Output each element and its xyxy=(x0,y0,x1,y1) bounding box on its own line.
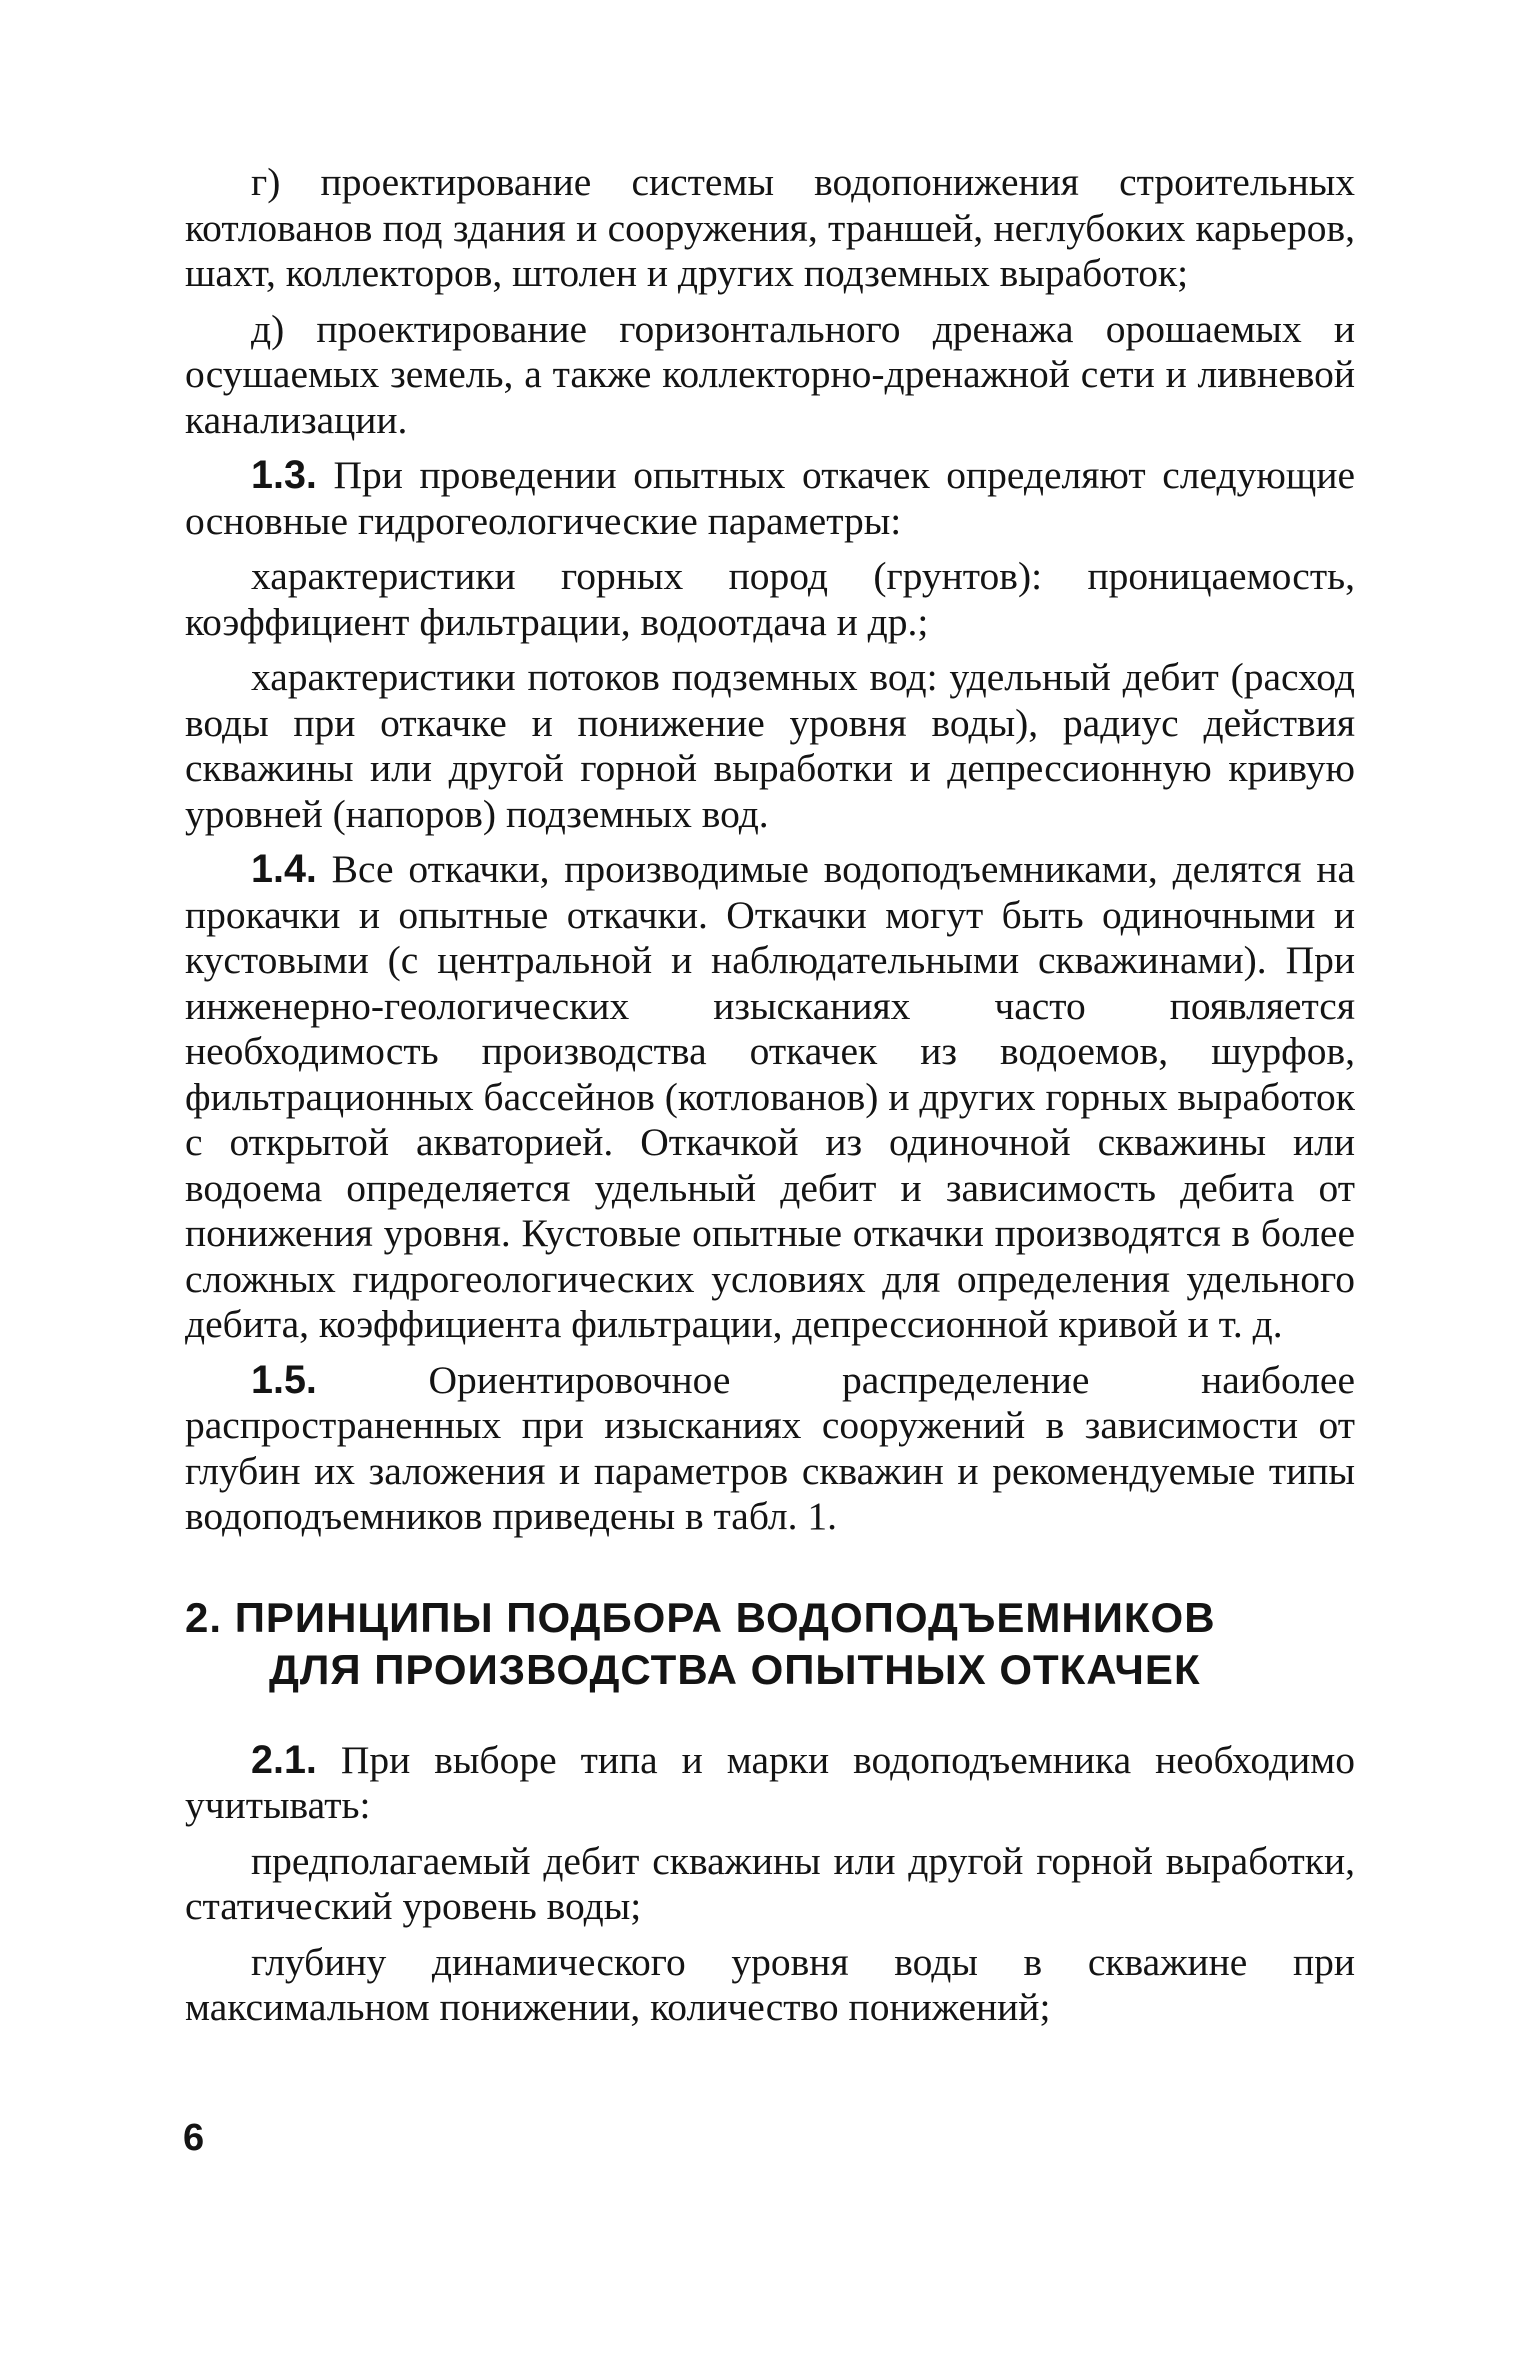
section-number: 1.3. xyxy=(251,453,317,497)
paragraph-dynamic-level xyxy=(185,1940,1355,2031)
section-number: 1.5. xyxy=(251,1357,317,1402)
section-heading-line-2: ДЛЯ ПРОИЗВОДСТВА ОПЫТНЫХ ОТКАЧЕК xyxy=(269,1645,1201,1693)
paragraph-text: При проведении опытных откачек определяют следующие основные гидрогеологические параметры: xyxy=(185,453,1355,543)
document-page xyxy=(185,160,1355,2260)
section-heading xyxy=(185,1592,1355,1696)
page-number: 6 xyxy=(183,2117,205,2159)
paragraph-expected-yield xyxy=(185,1839,1355,1930)
paragraph-1-3 xyxy=(185,453,1355,544)
paragraph-rock-characteristics xyxy=(185,554,1355,645)
paragraph-text: При выборе типа и марки водоподъемника необходимо учитывать: xyxy=(185,1737,1355,1827)
paragraph-text: предполагаемый дебит скважины или другой горной выработки, статический уровень воды; xyxy=(185,1838,1355,1928)
paragraph-text: Все откачки, производимые водоподъемниками, делятся на прокачки и опытные откачки. Откачки могут быть одиночными и кустовыми (с центральной и наблюдательными скважинами). При инженерно-геологических изысканиях часто появляется необходимость производства откачек из водоемов, шурфов, фильтрационных бассейнов (котлованов) и других горных выработок с открытой акваторией. Откачкой из одиночной скважины или водоема определяется удельный дебит и зависимость дебита от понижения уровня. Кустовые опытные откачки производятся в более сложных гидрогеологических условиях для определения удельного дебита, коэффициента фильтрации, депрессионной кривой и т. д. xyxy=(185,847,1355,1346)
paragraph-text: г) проектирование системы водопонижения строительных котлованов под здания и сооружения, траншей, неглубоких карьеров, шахт, коллекторов, штолен и других подземных выработок; xyxy=(185,160,1355,295)
paragraph-g xyxy=(185,160,1355,297)
paragraph-text: глубину динамического уровня воды в скважине при максимальном понижении, количество понижений; xyxy=(185,1939,1355,2029)
paragraph-text: Ориентировочное распределение наиболее распространенных при изысканиях сооружений в зависимости от глубин их заложения и параметров скважин и рекомендуемые типы водоподъемников приведены в табл. 1. xyxy=(185,1357,1355,1538)
section-heading-line-1: 2. ПРИНЦИПЫ ПОДБОРА ВОДОПОДЪЕМНИКОВ xyxy=(185,1593,1216,1641)
paragraph-flow-characteristics xyxy=(185,655,1355,837)
paragraph-1-4 xyxy=(185,847,1355,1348)
section-number: 2.1. xyxy=(251,1737,317,1782)
paragraph-text: д) проектирование горизонтального дренажа орошаемых и осушаемых земель, а также коллекторно-дренажной сети и ливневой канализации. xyxy=(185,306,1355,442)
paragraph-1-5 xyxy=(185,1358,1355,1540)
paragraph-2-1 xyxy=(185,1738,1355,1829)
section-number: 1.4. xyxy=(251,847,317,891)
paragraph-text: характеристики горных пород (грунтов): проницаемость, коэффициент фильтрации, водоотдача и др.; xyxy=(185,554,1355,644)
paragraph-d xyxy=(185,307,1355,444)
paragraph-text: характеристики потоков подземных вод: удельный дебит (расход воды при откачке и понижение уровня воды), радиус действия скважины или другой горной выработки и депрессионную кривую уровней (напоров) подземных вод. xyxy=(185,655,1355,836)
